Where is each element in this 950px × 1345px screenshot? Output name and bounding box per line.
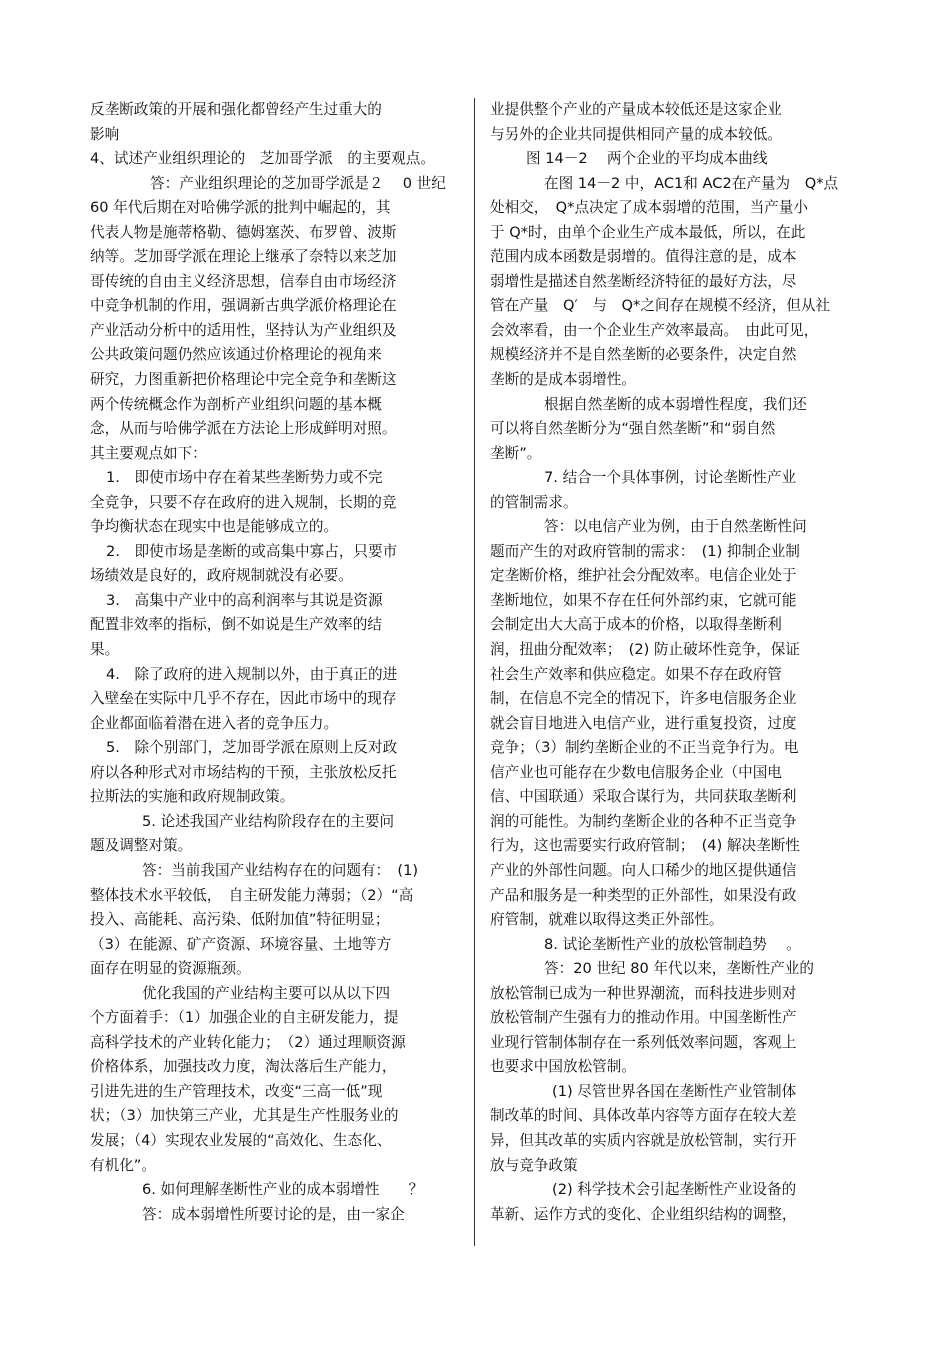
text-line: 整体技术水平较低， 自主研发能力薄弱；（2）“高 <box>90 886 414 904</box>
text-line: 府以各种形式对市场结构的干预，主张放松反托 <box>90 763 397 781</box>
text-line: 拉斯法的实施和政府规制政策。 <box>90 788 295 806</box>
text-line: 状；（3）加快第三产业，尤其是生产性服务业的 <box>90 1107 399 1125</box>
text-line: 图 14－2 两个企业的平均成本曲线 <box>526 150 768 168</box>
text-line: 信产业也可能存在少数电信服务企业（中国电 <box>490 763 782 781</box>
text-line: 弱增性是描述自然垄断经济特征的最好方法，尽 <box>490 272 797 290</box>
text-line: 5. 除个别部门，芝加哥学派在原则上反对政 <box>106 739 398 757</box>
text-line: 4、试述产业组织理论的 芝加哥学派 的主要观点。 <box>90 150 435 168</box>
text-line: 4. 除了政府的进入规制以外，由于真正的进 <box>106 665 398 683</box>
text-line: 8. 试论垄断性产业的放松管制趋势 。 <box>544 935 801 953</box>
left-text-column <box>90 98 462 1227</box>
text-line: 就会盲目地进入电信产业，进行重复投资，过度 <box>490 714 797 732</box>
text-line: 研究，力图重新把价格理论中完全竞争和垄断这 <box>90 371 397 389</box>
text-line: 制改革的时间、具体改革内容等方面存在较大差 <box>490 1107 797 1125</box>
text-line: 5. 论述我国产业结构阶段存在的主要问 <box>142 812 395 830</box>
text-line: 答：成本弱增性所要讨论的是，由一家企 <box>142 1205 405 1223</box>
text-line: 两个传统概念作为剖析产业组织问题的基本概 <box>90 395 382 413</box>
text-line: 场绩效是良好的，政府规制就没有必要。 <box>90 567 353 585</box>
text-line: 答：以电信产业为例，由于自然垄断性问 <box>544 518 807 536</box>
text-line: 定垄断价格，维护社会分配效率。电信企业处于 <box>490 567 797 585</box>
text-line: 公共政策问题仍然应该通过价格理论的视角来 <box>90 346 382 364</box>
text-line: 引进先进的生产管理技术，改变“三高一低”现 <box>90 1082 383 1100</box>
text-line: 与另外的企业共同提供相同产量的成本较低。 <box>490 125 782 143</box>
text-line: (2) 科学技术会引起垄断性产业设备的 <box>552 1181 797 1199</box>
text-line: 业提供整个产业的产量成本较低还是这家企业 <box>490 101 782 118</box>
text-line: 哥传统的自由主义经济思想，信奉自由市场经济 <box>90 272 397 290</box>
text-line: 放松管制产生强有力的推动作用。中国垄断性产 <box>490 1009 797 1027</box>
text-line: 投入、高能耗、高污染、低附加值”特征明显； <box>90 911 390 929</box>
text-line: 放与竞争政策 <box>490 1156 578 1174</box>
text-line: 也要求中国放松管制。 <box>490 1058 636 1076</box>
text-line: 革新、运作方式的变化、企业组织结构的调整， <box>490 1205 797 1223</box>
text-line: 会制定出大大高于成本的价格，以取得垄断利 <box>490 616 782 634</box>
text-line: 府管制，就难以取得这类正外部性。 <box>490 911 724 929</box>
text-line: 中竞争机制的作用，强调新古典学派价格理论在 <box>90 297 397 315</box>
text-line: 企业都面临着潜在进入者的竞争压力。 <box>90 714 339 732</box>
text-line: 发展；（4）实现农业发展的“高效化、生态化、 <box>90 1131 392 1149</box>
text-line: 行为，这也需要实行政府管制； (4) 解决垄断性 <box>490 837 800 855</box>
text-line: 在图 14－2 中，AC1和 AC2在产量为 Q*点 <box>544 174 839 192</box>
text-line: 的管制需求。 <box>490 493 578 511</box>
text-line: 答：产业组织理论的芝加哥学派是２ 0 世纪 <box>150 174 446 192</box>
text-line: 有机化”。 <box>90 1156 156 1174</box>
text-line: 优化我国的产业结构主要可以从以下四 <box>142 984 391 1002</box>
text-line: 价格体系，加强技改力度，淘汰落后生产能力， <box>90 1058 397 1076</box>
text-line: 范围内成本函数是弱增的。值得注意的是，成本 <box>490 248 797 266</box>
text-line: 社会生产效率和供应稳定。如果不存在政府管 <box>490 665 782 683</box>
text-line: 异，但其改革的实质内容就是放松管制，实行开 <box>490 1131 797 1149</box>
text-line: 果。 <box>90 641 120 659</box>
text-line: 60 年代后期在对哈佛学派的批判中崛起的，其 <box>90 199 391 217</box>
text-line: 会效率看，由一个企业生产效率最高。 由此可见， <box>490 321 819 339</box>
text-line: 答：20 世纪 80 年代以来，垄断性产业的 <box>544 960 814 978</box>
text-line: 产业活动分析中的适用性，坚持认为产业组织及 <box>90 321 397 339</box>
text-line: 纳等。芝加哥学派在理论上继承了奈特以来芝加 <box>90 248 397 266</box>
text-line: 配置非效率的指标，倒不如说是生产效率的结 <box>90 616 382 634</box>
text-line: 入壁垒在实际中几乎不存在，因此市场中的现存 <box>90 690 397 708</box>
text-line: 6. 如何理解垄断性产业的成本弱增性 ？ <box>142 1181 424 1199</box>
text-line: 垄断”。 <box>490 444 542 462</box>
text-line: 答：当前我国产业结构存在的问题有： (1) <box>142 861 419 879</box>
text-line: 面存在明显的资源瓶颈。 <box>90 960 251 978</box>
text-line: (1) 尽管世界各国在垄断性产业管制体 <box>552 1082 797 1100</box>
text-line: 可以将自然垄断分为“强自然垄断”和“弱自然 <box>490 420 776 438</box>
column-divider <box>474 98 475 1246</box>
right-text-column <box>490 98 862 1227</box>
text-line: 润，扭曲分配效率； (2) 防止破坏性竞争，保证 <box>490 641 800 659</box>
text-line: 个方面着手：（1）加强企业的自主研发能力，提 <box>90 1009 399 1027</box>
text-line: 信、中国联通）采取合谋行为，共同获取垄断利 <box>490 788 797 806</box>
text-line: 垄断的是成本弱增性。 <box>490 371 636 389</box>
text-line: 产品和服务是一种类型的正外部性，如果没有政 <box>490 886 797 904</box>
text-line: 规模经济并不是自然垄断的必要条件，决定自然 <box>490 346 797 364</box>
text-line: 影响 <box>90 125 120 143</box>
text-line: 处相交， Q*点决定了成本弱增的范围，当产量小 <box>490 199 808 217</box>
text-line: 7. 结合一个具体事例，讨论垄断性产业 <box>544 469 797 487</box>
text-line: 制，在信息不完全的情况下，许多电信服务企业 <box>490 690 797 708</box>
text-line: 3. 高集中产业中的高利润率与其说是资源 <box>106 591 383 609</box>
text-line: 润的可能性。为制约垄断企业的各种不正当竞争 <box>490 812 797 830</box>
text-line: 高科学技术的产业转化能力； （2）通过理顺资源 <box>90 1033 406 1051</box>
text-line: 题及调整对策。 <box>90 837 193 855</box>
text-line: 管在产量 Q′ 与 Q*之间存在规模不经济，但从社 <box>490 297 831 315</box>
text-line: 根据自然垄断的成本弱增性程度，我们还 <box>544 395 807 413</box>
text-line: 争均衡状态在现实中也是能够成立的。 <box>90 518 339 536</box>
text-line: 垄断地位，如果不存在任何外部约束，它就可能 <box>490 591 797 609</box>
text-line: 代表人物是施蒂格勒、德姆塞茨、布罗曾、波斯 <box>90 223 397 241</box>
text-line: 反垄断政策的开展和强化都曾经产生过重大的 <box>90 101 382 118</box>
text-line: 2. 即使市场是垄断的或高集中寡占，只要市 <box>106 542 398 560</box>
text-line: 产业的外部性问题。向人口稀少的地区提供通信 <box>490 861 797 879</box>
text-line: 念，从而与哈佛学派在方法论上形成鲜明对照。 <box>90 420 397 438</box>
text-line: 放松管制已成为一种世界潮流，而科技进步则对 <box>490 984 797 1002</box>
text-line: 其主要观点如下： <box>90 444 207 462</box>
text-line: （3）在能源、矿产资源、环境容量、土地等方 <box>90 935 392 953</box>
text-line: 1. 即使市场中存在着某些垄断势力或不完 <box>106 469 383 487</box>
text-line: 于 Q*时，由单个企业生产成本最低，所以，在此 <box>490 223 806 241</box>
text-line: 题而产生的对政府管制的需求： (1) 抑制企业制 <box>490 542 800 560</box>
text-line: 业现行管制体制存在一系列低效率问题，客观上 <box>490 1033 797 1051</box>
text-line: 竞争；（3）制约垄断企业的不正当竞争行为。电 <box>490 739 799 757</box>
text-line: 全竞争，只要不存在政府的进入规制，长期的竞 <box>90 493 397 511</box>
